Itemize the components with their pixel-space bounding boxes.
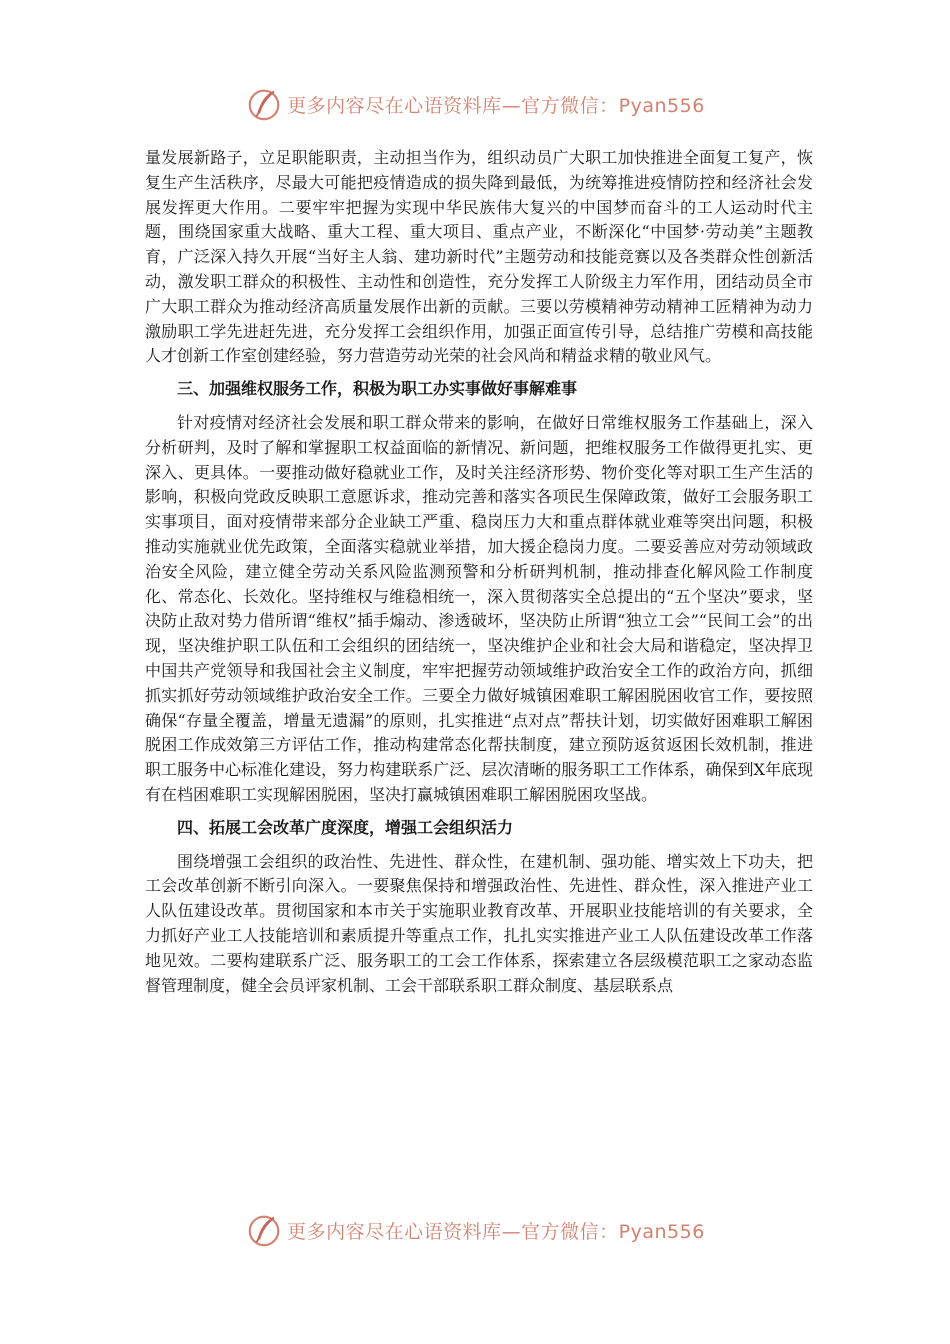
paragraph-section-3: 针对疫情对经济社会发展和职工群众带来的影响，在做好日常维权服务工作基础上，深入分析研判，及时了解和掌握职工权益面临的新情况、新问题，把维权服务工作做得更扎实、更深入、更具体。一要推动做好稳就业工作，及时关注经济形势、物价变化等对职工生产生活的影响，积极向党政反映职工意愿诉求，推动完善和落实各项民生保障政策，做好工会服务职工实事项目，面对疫情带来部分企业缺工严重、稳岗压力大和重点群体就业难等突出问题，积极推动实施就业优先政策，全面落实稳就业举措，加大援企稳岗力度。二要妥善应对劳动领域政治安全风险，建立健全劳动关系风险监测预警和分析研判机制，推动排查化解风险工作制度化、常态化、长效化。坚持维权与维稳相统一，深入贯彻落实全总提出的“五个坚决”要求，坚决防止敌对势力借所谓“维权”插手煽动、渗透破坏，坚决防止所谓“独立工会”“民间工会”的出现，坚决维护职工队伍和工会组织的团结统一，坚决维护企业和社会大局和谐稳定，坚决捍卫中国共产党领导和我国社会主义制度，牢牢把握劳动领域维护政治安全工作的政治方向，抓细抓实抓好劳动领域维护政治安全工作。三要全力做好城镇困难职工解困脱困收官工作，要按照确保“存量全覆盖，增量无遗漏”的原则，扎实推进“点对点”帮扶计划，切实做好困难职工解困脱困工作成效第三方评估工作，推动构建常态化帮扶制度，建立预防返贫返困长效机制，推进职工服务中心标准化建设，努力构建联系广泛、层次清晰的服务职工工作体系，确保到X年底现有在档困难职工实现解困脱困，坚决打赢城镇困难职工解困脱困攻坚战。 bbox=[145, 412, 813, 804]
section-heading-4: 四、拓展工会改革广度深度，增强工会组织活力 bbox=[177, 817, 514, 837]
section-heading-3: 三、加强维权服务工作，积极为职工办实事做好事解难事 bbox=[177, 379, 578, 399]
header-banner-text: 更多内容尽在心语资料库—官方微信：Pyan556 bbox=[287, 94, 705, 117]
header-banner bbox=[0, 84, 950, 124]
footer-banner bbox=[0, 1210, 950, 1250]
paragraph-section-4: 围绕增强工会组织的政治性、先进性、群众性，在建机制、强功能、增实效上下功夫，把工会改革创新不断引向深入。一要聚焦保持和增强政治性、先进性、群众性，深入推进产业工人队伍建设改革。贯彻国家和本市关于实施职业教育改革、开展职业技能培训的有关要求，全力抓好产业工人技能培训和素质提升等重点工作，扎扎实实推进产业工人队伍建设改革工作落地见效。二要构建联系广泛、服务职工的工会工作体系，探索建立各层级模范职工之家动态监督管理制度，健全会员评家机制、工会干部联系职工群众制度、基层联系点 bbox=[145, 851, 813, 995]
paragraph-continued: 量发展新路子，立足职能职责，主动担当作为，组织动员广大职工加快推进全面复工复产，恢复生产生活秩序，尽最大可能把疫情造成的损失降到最低，为统筹推进疫情防控和经济社会发展发挥更大作用。二要牢牢把握为实现中华民族伟大复兴的中国梦而奋斗的工人运动时代主题，围绕国家重大战略、重大工程、重大项目、重点产业，不断深化“中国梦·劳动美”主题教育，广泛深入持久开展“当好主人翁、建功新时代”主题劳动和技能竞赛以及各类群众性创新活动，激发职工群众的积极性、主动性和创造性，充分发挥工人阶级主力军作用，团结动员全市广大职工群众为推动经济高质量发展作出新的贡献。三要以劳模精神劳动精神工匠精神为动力激励职工学先进赶先进，充分发挥工会组织作用，加强正面宣传引导，总结推广劳模和高技能人才创新工作室创建经验，努力营造劳动光荣的社会风尚和精益求精的敬业风气。 bbox=[145, 148, 813, 366]
footer-banner-text: 更多内容尽在心语资料库—官方微信：Pyan556 bbox=[287, 1220, 705, 1243]
document-body bbox=[145, 146, 813, 998]
quill-logo-icon bbox=[245, 1211, 283, 1249]
quill-logo-icon bbox=[245, 85, 283, 123]
